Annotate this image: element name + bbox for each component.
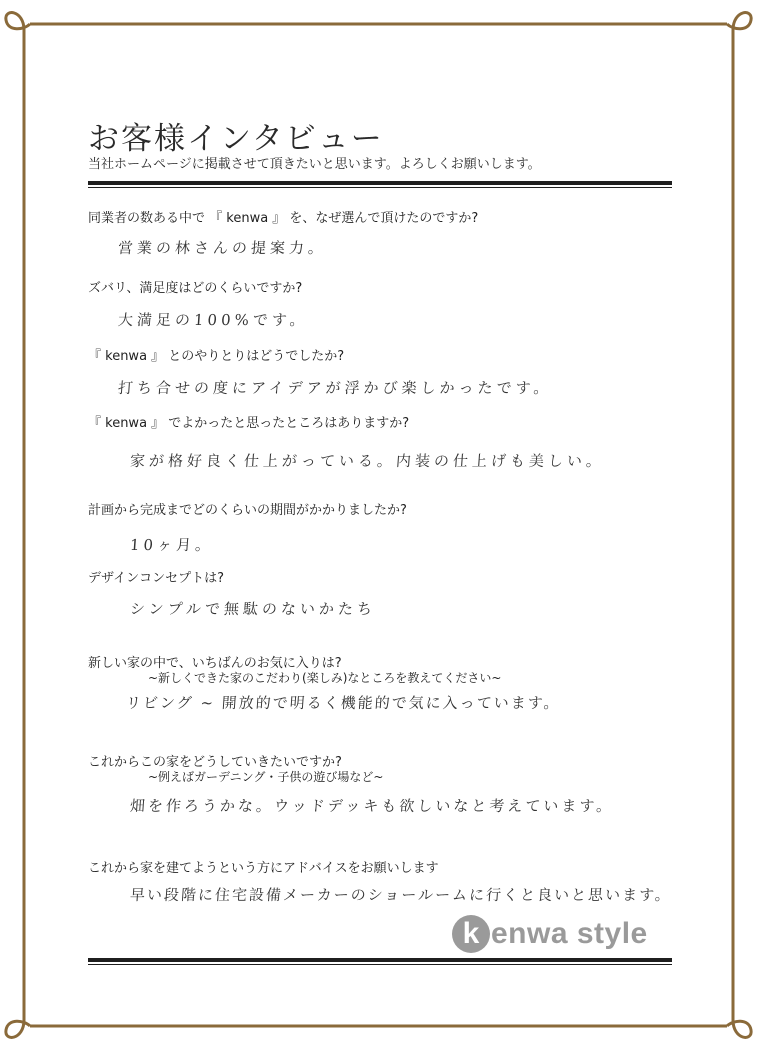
answer-3: 打ち合せの度にアイデアが浮かび楽しかったです。	[117, 379, 554, 397]
question-1: 同業者の数ある中で 『 kenwa 』 を、なぜ選んで頂けたのですか?	[88, 211, 479, 226]
top-divider	[88, 181, 672, 188]
answer-9: 早い段階に住宅設備メーカーのショールームに行くと良いと思います。	[129, 886, 673, 904]
logo-k-mark: k	[452, 915, 490, 953]
page-title: お客様インタビュー	[88, 121, 384, 157]
question-8: これからこの家をどうしていきたいですか?	[88, 755, 342, 770]
answer-8: 畑を作ろうかな。ウッドデッキも欲しいなと考えています。	[129, 797, 615, 815]
question-5: 計画から完成までどのくらいの期間がかかりましたか?	[88, 503, 407, 518]
question-3: 『 kenwa 』 とのやりとりはどうでしたか?	[88, 349, 345, 364]
answer-2: 大満足の100%です。	[117, 311, 310, 329]
logo-wordmark: enwa style	[491, 917, 648, 950]
bottom-divider	[88, 958, 672, 965]
answer-4: 家が格好良く仕上がっている。内装の仕上げも美しい。	[129, 452, 606, 470]
question-8-sub: ~例えばガーデニング・子供の遊び場など~	[148, 770, 384, 784]
question-7-sub: ~新しくできた家のこだわり(楽しみ)なところを教えてください~	[148, 671, 502, 685]
question-4: 『 kenwa 』 でよかったと思ったところはありますか?	[88, 416, 410, 431]
question-9: これから家を建てようという方にアドバイスをお願いします	[88, 861, 439, 876]
question-7: 新しい家の中で、いちばんのお気に入りは?	[88, 656, 342, 671]
answer-6: シンプルで無駄のないかたち	[129, 600, 377, 618]
kenwa-style-logo	[452, 914, 648, 954]
answer-1: 営業の林さんの提案力。	[117, 239, 328, 257]
question-2: ズバリ、満足度はどのくらいですか?	[88, 281, 303, 296]
page-subtitle: 当社ホームページに掲載させて頂きたいと思います。よろしくお願いします。	[88, 157, 541, 172]
answer-5: 10ヶ月。	[129, 536, 215, 554]
question-6: デザインコンセプトは?	[88, 571, 224, 586]
answer-7: リビング ~ 開放的で明るく機能的で気に入っています。	[125, 694, 562, 712]
